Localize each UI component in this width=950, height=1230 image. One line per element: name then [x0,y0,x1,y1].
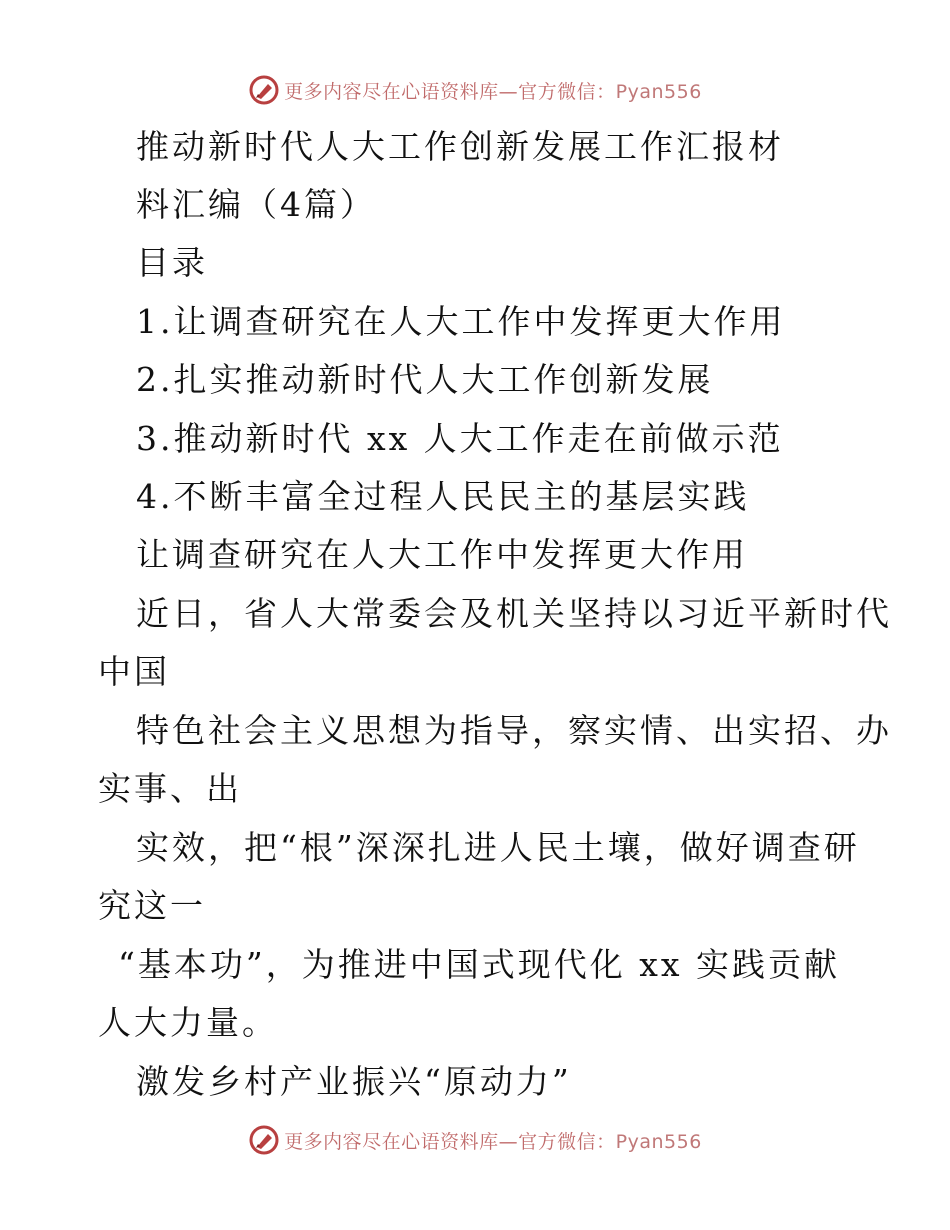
watermark-text: 更多内容尽在心语资料库—官方微信： [284,1130,616,1153]
pen-nib-icon [248,74,280,106]
paragraph-line: 实效，把“根”深深扎进人民土壤，做好调查研 [136,828,860,867]
paragraph-line: “基本功”，为推进中国式现代化 xx 实践贡献 [118,945,840,984]
toc-heading: 目录 [136,243,208,282]
paragraph-line: 实事、出 [98,769,242,808]
paragraph-line: 特色社会主义思想为指导，察实情、出实招、办 [136,711,892,750]
watermark-text: 更多内容尽在心语资料库—官方微信： [284,80,616,103]
article-title: 让调查研究在人大工作中发挥更大作用 [136,535,748,574]
paragraph-line: 究这一 [98,886,206,925]
section-heading: 激发乡村产业振兴“原动力” [136,1062,572,1101]
header-watermark [0,70,950,110]
toc-item-3: 3.推动新时代 xx 人大工作走在前做示范 [136,419,784,458]
pen-nib-icon [248,1124,280,1156]
paragraph-line: 人大力量。 [98,1003,278,1042]
doc-title-line-2: 料汇编（4篇） [136,185,376,224]
toc-item-2: 2.扎实推动新时代人大工作创新发展 [136,360,714,399]
paragraph-line: 近日，省人大常委会及机关坚持以习近平新时代 [136,594,892,633]
toc-item-1: 1.让调查研究在人大工作中发挥更大作用 [136,302,786,341]
footer-watermark [0,1120,950,1160]
toc-item-4: 4.不断丰富全过程人民民主的基层实践 [136,477,750,516]
paragraph-line: 中国 [98,652,170,691]
doc-title-line-1: 推动新时代人大工作创新发展工作汇报材 [136,127,784,166]
watermark-id: Pyan556 [615,80,702,103]
watermark-id: Pyan556 [615,1130,702,1153]
